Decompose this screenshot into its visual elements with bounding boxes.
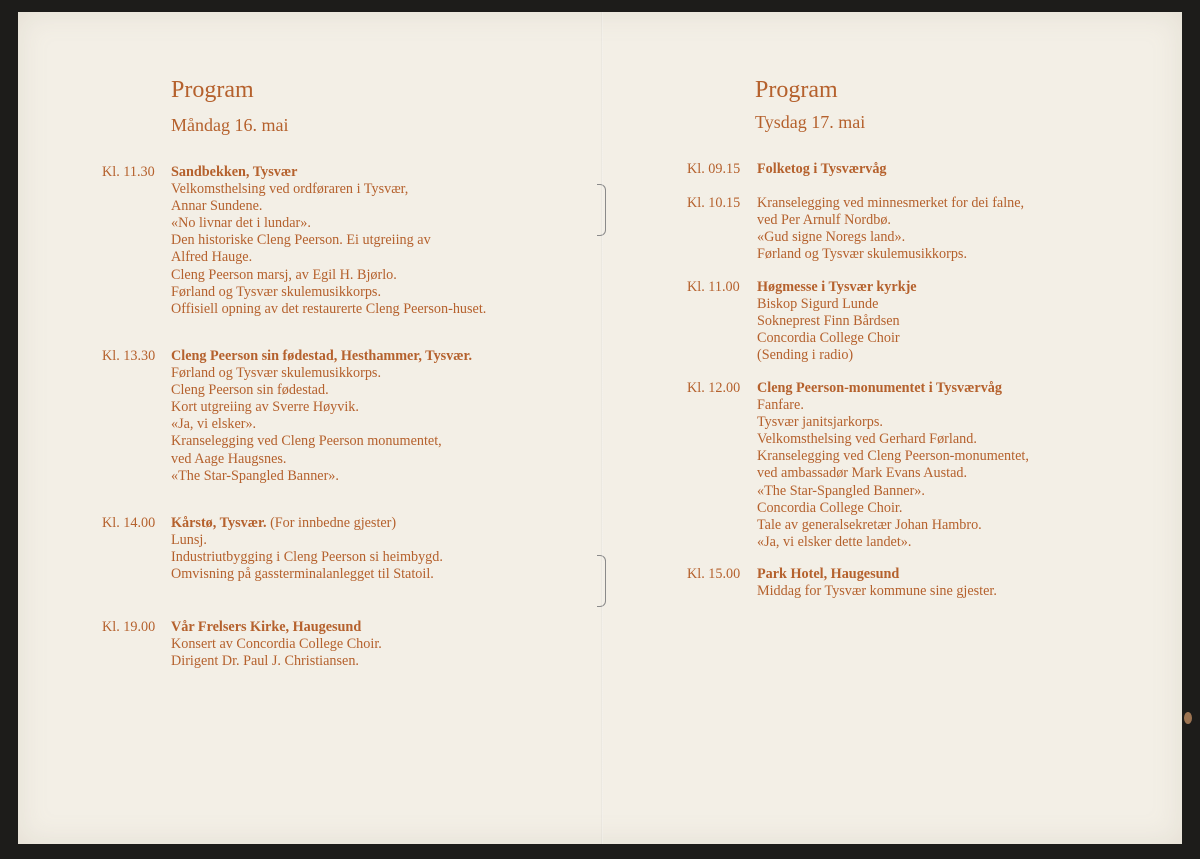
staple <box>597 184 606 236</box>
entry-line: Tysvær janitsjarkorps. <box>757 414 883 431</box>
entry-line: ved Per Arnulf Nordbø. <box>757 212 891 229</box>
entry-time: Kl. 09.15 <box>687 161 741 177</box>
page-title: Program <box>755 77 838 103</box>
entry-time: Kl. 15.00 <box>687 566 741 582</box>
ink-blot <box>1184 712 1192 724</box>
entry-line: «Ja, vi elsker». <box>171 416 257 433</box>
entry-time: Kl. 19.00 <box>102 619 156 635</box>
entry-line: Kort utgreiing av Sverre Høyvik. <box>171 399 359 416</box>
entry-heading: Vår Frelsers Kirke, Haugesund <box>171 619 362 635</box>
entry-line: Concordia College Choir. <box>757 499 903 516</box>
entry-line: Velkomsthelsing ved ordføraren i Tysvær, <box>171 181 409 198</box>
entry-line: Fanfare. <box>757 397 804 414</box>
entry-line: «The Star-Spangled Banner». <box>171 467 339 484</box>
entry-line: Biskop Sigurd Lunde <box>757 296 879 313</box>
entry-line: Concordia College Choir <box>757 330 900 347</box>
entry-line: Kranselegging ved Cleng Peerson-monumentet, <box>757 448 1029 465</box>
entry-time: Kl. 10.15 <box>687 195 741 211</box>
entry-line: Den historiske Cleng Peerson. Ei utgreiing av <box>171 232 431 249</box>
page-date: Tysdag 17. mai <box>755 112 866 132</box>
entry-line: «No livnar det i lundar». <box>171 215 311 232</box>
entry-line: Middag for Tysvær kommune sine gjester. <box>757 583 997 600</box>
page-title: Program <box>171 77 254 103</box>
entry-time: Kl. 11.30 <box>102 164 155 180</box>
entry-line: Førland og Tysvær skulemusikkorps. <box>757 246 967 263</box>
entry-line: Kranselegging ved minnesmerket for dei falne, <box>757 195 1025 211</box>
entry-line: ved Aage Haugsnes. <box>171 450 287 467</box>
entry-line: «Gud signe Noregs land». <box>757 229 906 246</box>
staple <box>597 555 606 607</box>
entry-note: (For innbedne gjester) <box>270 515 397 531</box>
entry-line: Førland og Tysvær skulemusikkorps. <box>171 283 381 300</box>
entry-line: Velkomsthelsing ved Gerhard Førland. <box>757 431 977 448</box>
entry-line: Lunsj. <box>171 532 207 549</box>
entry-line: ved ambassadør Mark Evans Austad. <box>757 465 968 482</box>
entry-heading: Cleng Peerson-monumentet i Tysværvåg <box>757 380 1002 396</box>
entry-line: Offisiell opning av det restaurerte Cleng Peerson-huset. <box>171 300 487 317</box>
entry-line: «Ja, vi elsker dette landet». <box>757 533 912 550</box>
entry-line: Annar Sundene. <box>171 198 263 215</box>
entry-time: Kl. 13.30 <box>102 348 156 364</box>
entry-heading: Folketog i Tysværvåg <box>757 161 887 177</box>
entry-heading: Kårstø, Tysvær. <box>171 515 267 531</box>
entry-line: Konsert av Concordia College Choir. <box>171 636 382 653</box>
entry-line: Dirigent Dr. Paul J. Christiansen. <box>171 653 359 670</box>
entry-heading: Cleng Peerson sin fødestad, Hesthammer, Tysvær. <box>171 348 473 364</box>
entry-line: Cleng Peerson sin fødestad. <box>171 382 329 399</box>
entry-line: Tale av generalsekretær Johan Hambro. <box>757 516 982 533</box>
entry-line: Omvisning på gassterminalanlegget til Statoil. <box>171 566 434 583</box>
entry-time: Kl. 11.00 <box>687 279 740 295</box>
entry-line: Kranselegging ved Cleng Peerson monumentet, <box>171 433 442 450</box>
entry-line: Cleng Peerson marsj, av Egil H. Bjørlo. <box>171 266 397 283</box>
entry-time: Kl. 12.00 <box>687 380 741 396</box>
entry-line: Industriutbygging i Cleng Peerson si heimbygd. <box>171 549 443 566</box>
entry-line: «The Star-Spangled Banner». <box>757 482 925 499</box>
entry-heading: Park Hotel, Haugesund <box>757 566 900 582</box>
entry-heading: Sandbekken, Tysvær <box>171 164 298 180</box>
entry-line: Alfred Hauge. <box>171 249 253 266</box>
entry-line: Sokneprest Finn Bårdsen <box>757 313 900 330</box>
entry-line: (Sending i radio) <box>757 347 854 364</box>
entry-line: Førland og Tysvær skulemusikkorps. <box>171 365 381 382</box>
page-date: Måndag 16. mai <box>171 115 289 135</box>
entry-time: Kl. 14.00 <box>102 515 156 531</box>
program-leaflet <box>18 12 1182 844</box>
entry-heading: Høgmesse i Tysvær kyrkje <box>757 279 917 295</box>
